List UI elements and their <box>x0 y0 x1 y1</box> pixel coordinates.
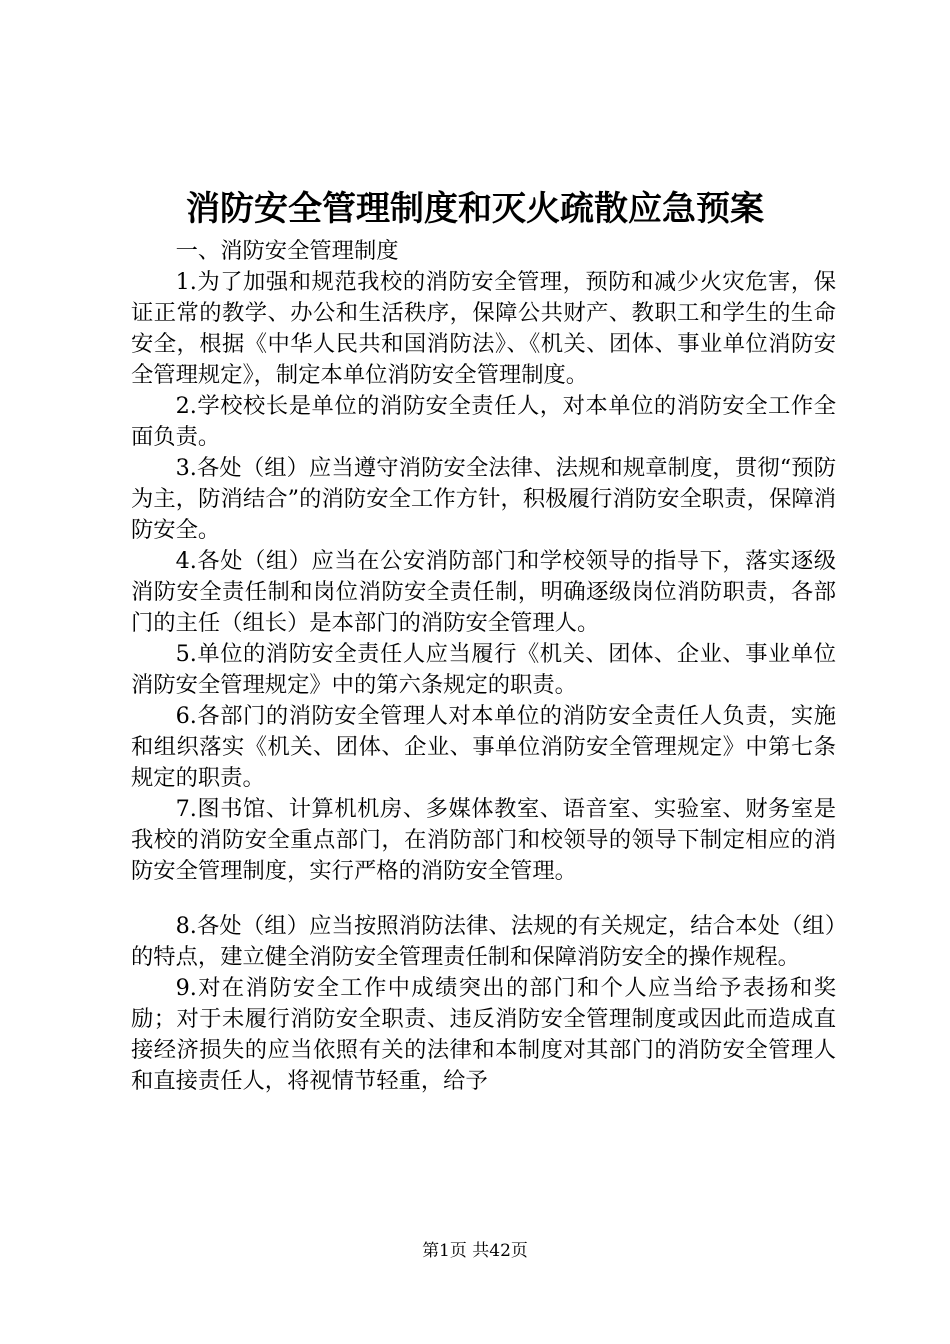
paragraph-4: 4.各处（组）应当在公安消防部门和学校领导的指导下，落实逐级消防安全责任制和岗位消防安全责任制，明确逐级岗位消防职责，各部门的主任（组长）是本部门的消防安全管理人。 <box>131 548 836 636</box>
paragraph-6: 6.各部门的消防安全管理人对本单位的消防安全责任人负责，实施和组织落实《机关、团体、企业、事单位消防安全管理规定》中第七条规定的职责。 <box>131 703 836 791</box>
page-footer: 第1页 共42页 <box>422 1241 528 1261</box>
section-heading: 一、消防安全管理制度 <box>175 238 399 264</box>
paragraph-9: 9.对在消防安全工作中成绩突出的部门和个人应当给予表扬和奖励；对于未履行消防安全职责、违反消防安全管理制度或因此而造成直接经济损失的应当依照有关的法律和本制度对其部门的消防安全管理人和直接责任人，将视情节轻重，给予 <box>131 975 836 1094</box>
document-body <box>131 236 836 1097</box>
paragraph-1: 1.为了加强和规范我校的消防安全管理，预防和减少火灾危害，保证正常的教学、办公和生活秩序，保障公共财产、教职工和学生的生命安全，根据《中华人民共和国消防法》、《机关、团体、事业单位消防安全管理规定》，制定本单位消防安全管理制度。 <box>131 269 836 388</box>
paragraph-3: 3.各处（组）应当遵守消防安全法律、法规和规章制度，贯彻“预防为主，防消结合”的消防安全工作方针，积极履行消防安全职责，保障消防安全。 <box>131 455 836 543</box>
document-title: 消防安全管理制度和灭火疏散应急预案 <box>186 189 764 229</box>
paragraph-5: 5.单位的消防安全责任人应当履行《机关、团体、企业、事业单位消防安全管理规定》中的第六条规定的职责。 <box>131 641 836 698</box>
paragraph-7: 7.图书馆、计算机机房、多媒体教室、语音室、实验室、财务室是我校的消防安全重点部门，在消防部门和校领导的领导下制定相应的消防安全管理制度，实行严格的消防安全管理。 <box>131 796 836 884</box>
paragraph-2: 2.学校校长是单位的消防安全责任人，对本单位的消防安全工作全面负责。 <box>131 393 836 450</box>
paragraph-8: 8.各处（组）应当按照消防法律、法规的有关规定，结合本处（组）的特点，建立健全消防安全管理责任制和保障消防安全的操作规程。 <box>131 913 836 970</box>
